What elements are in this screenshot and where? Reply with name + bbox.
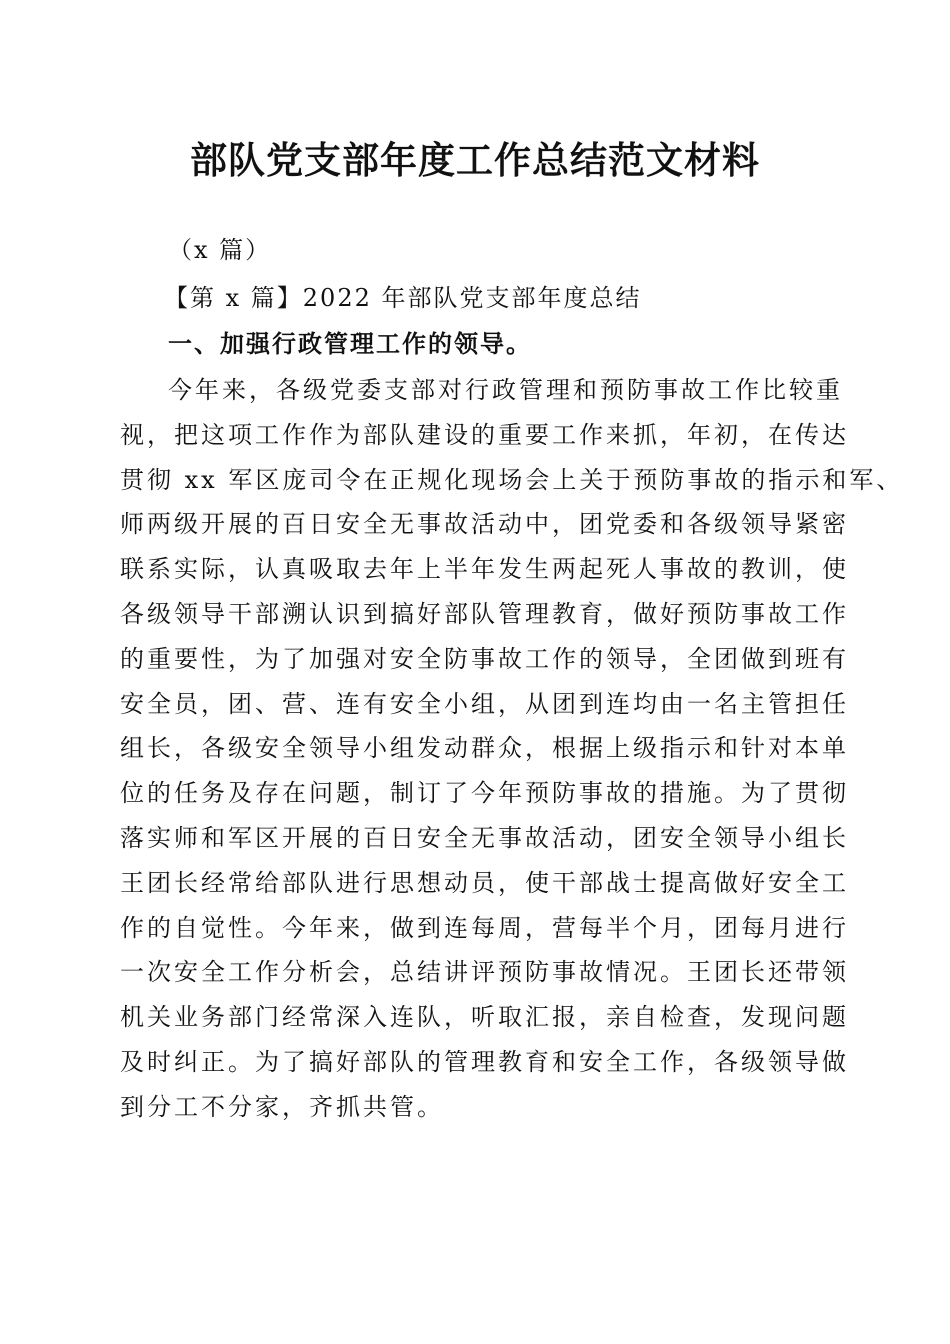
section-heading: 一、加强行政管理工作的领导。 bbox=[168, 330, 532, 358]
paragraph-line: 王团长经常给部队进行思想动员，使干部战士提高做好安全工 bbox=[120, 868, 849, 897]
paragraph-line: 今年来，各级党委支部对行政管理和预防事故工作比较重 bbox=[168, 376, 843, 404]
article-subtitle: 【第 x 篇】2022 年部队党支部年度总结 bbox=[164, 284, 642, 312]
paragraph-line: 落实师和军区开展的百日安全无事故活动，团安全领导小组长 bbox=[120, 823, 849, 852]
paragraph-line: 师两级开展的百日安全无事故活动中，团党委和各级领导紧密 bbox=[120, 510, 849, 539]
paragraph-line: 安全员，团、营、连有安全小组，从团到连均由一名主管担任 bbox=[120, 689, 849, 718]
paragraph-line: 贯彻 xx 军区庞司令在正规化现场会上关于预防事故的指示和军、 bbox=[120, 465, 904, 494]
paragraph-line: 一次安全工作分析会，总结讲评预防事故情况。王团长还带领 bbox=[120, 958, 849, 987]
paragraph-line: 及时纠正。为了搞好部队的管理教育和安全工作，各级领导做 bbox=[120, 1047, 849, 1076]
paragraph-line: 组长，各级安全领导小组发动群众，根据上级指示和针对本单 bbox=[120, 734, 849, 763]
paragraph-line: 的重要性，为了加强对安全防事故工作的领导，全团做到班有 bbox=[120, 644, 849, 673]
document-title: 部队党支部年度工作总结范文材料 bbox=[190, 138, 760, 182]
article-count-note: （x 篇） bbox=[168, 236, 272, 264]
paragraph-line: 联系实际，认真吸取去年上半年发生两起死人事故的教训，使 bbox=[120, 555, 849, 584]
paragraph-line: 到分工不分家，齐抓共管。 bbox=[120, 1092, 444, 1121]
body-paragraph bbox=[120, 368, 904, 1130]
paragraph-line: 视，把这项工作作为部队建设的重要工作来抓，年初，在传达 bbox=[120, 420, 849, 449]
paragraph-line: 机关业务部门经常深入连队，听取汇报，亲自检查，发现问题 bbox=[120, 1003, 849, 1032]
paragraph-line: 位的任务及存在问题，制订了今年预防事故的措施。为了贯彻 bbox=[120, 779, 849, 808]
paragraph-line: 作的自觉性。今年来，做到连每周，营每半个月，团每月进行 bbox=[120, 913, 849, 942]
paragraph-line: 各级领导干部溯认识到搞好部队管理教育，做好预防事故工作 bbox=[120, 599, 849, 628]
